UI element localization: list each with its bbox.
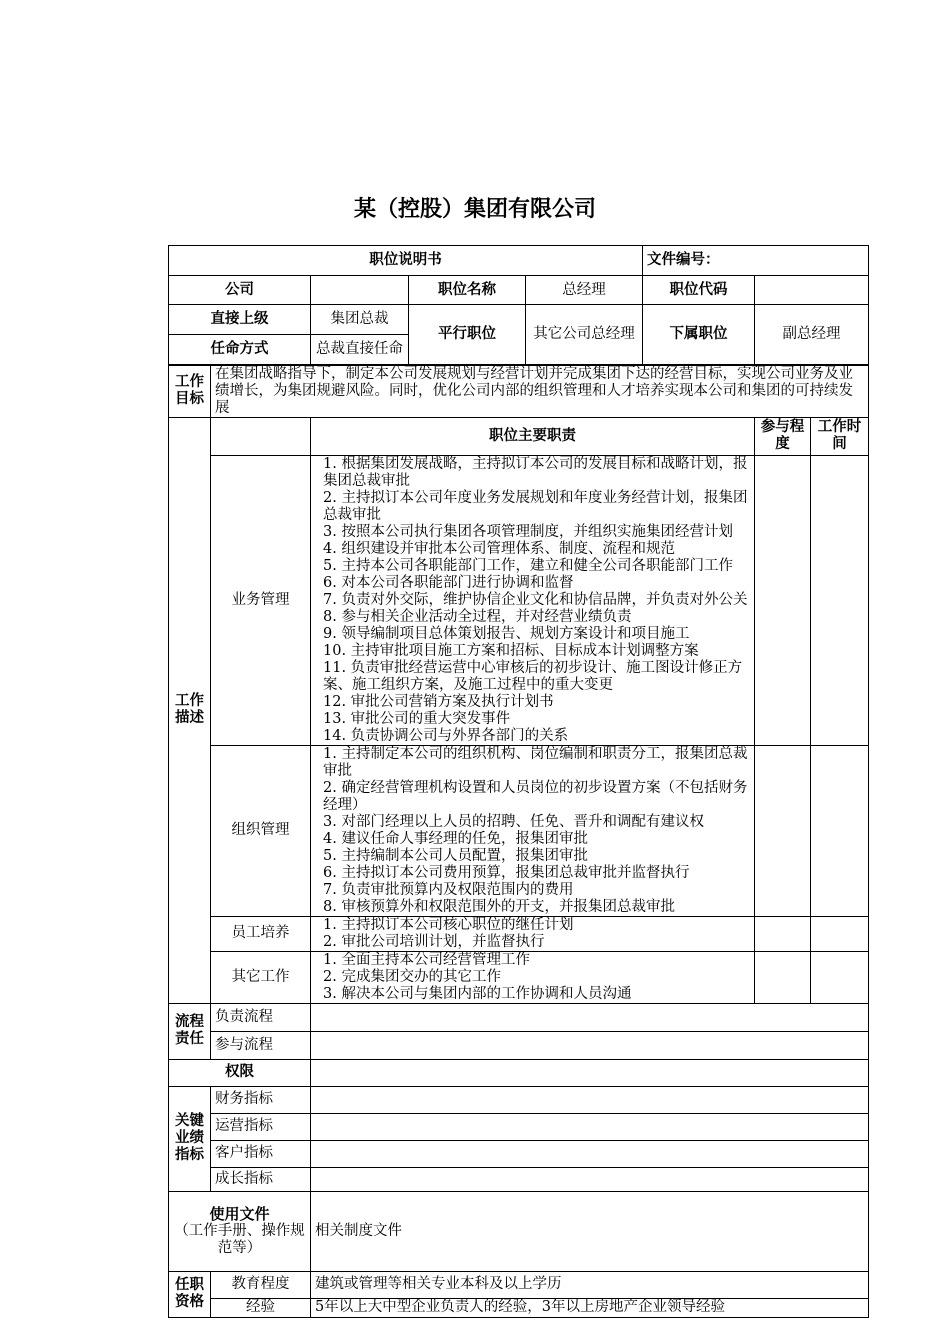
duty-item: 8. 审核预算外和权限范围外的开支，并报集团总裁审批: [323, 898, 675, 915]
duty-item: 3. 解决本公司与集团内部的工作协调和人员沟通: [323, 985, 632, 1002]
position-code-value: [755, 276, 869, 305]
participation-degree-header: 参与程度: [755, 417, 811, 455]
kpi-row-label: 运营指标: [211, 1113, 311, 1140]
duty-list-business: [311, 455, 755, 745]
duty-item: 1. 主持拟订本公司核心职位的继任计划: [323, 916, 574, 933]
duty-group-name: 组织管理: [211, 745, 311, 916]
appointment-value: 总裁直接任命: [311, 335, 409, 365]
used-documents-title: 使用文件: [209, 1204, 270, 1223]
qualification-row-label: 教育程度: [211, 1271, 311, 1298]
parallel-position-value: 其它公司总经理: [526, 305, 643, 365]
work-goal-text: 在集团战略指导下，制定本公司发展规划与经营计划并完成集团下达的经营目标，实现公司业务及业绩增长，为集团规避风险。同时，优化公司内部的组织管理和人才培养实现本公司和集团的可持续发展: [211, 365, 869, 418]
qualification-row-value: 5年以上大中型企业负责人的经验，3年以上房地产企业领导经验: [311, 1298, 869, 1317]
duty-item: 5. 主持编制本公司人员配置，报集团审批: [323, 847, 588, 864]
duty-item: 4. 组织建设并审批本公司管理体系、制度、流程和规范: [323, 540, 675, 557]
duty-items: [315, 952, 750, 1003]
duty-item: 2. 完成集团交办的其它工作: [323, 968, 501, 985]
duty-item: 10. 主持审批项目施工方案和招标、目标成本计划调整方案: [323, 642, 699, 659]
work-time-header: 工作时间: [811, 417, 869, 455]
duty-item: 3. 按照本公司执行集团各项管理制度，并组织实施集团经营计划: [323, 523, 733, 540]
process-responsibility-label: 流程责任: [169, 1003, 211, 1059]
main-duties-header: 职位主要职责: [311, 417, 755, 455]
duty-items: [315, 746, 750, 916]
duty-group-name: 其它工作: [211, 951, 311, 1003]
process-row-label: 参与流程: [211, 1031, 311, 1059]
job-description-table: [168, 245, 869, 1318]
kpi-row-label: 成长指标: [211, 1167, 311, 1191]
work-description-label: 工作描述: [169, 417, 211, 1003]
duty-item: 12. 审批公司营销方案及执行计划书: [323, 693, 554, 710]
position-name-value: 总经理: [526, 276, 643, 305]
qualification-label: 任职资格: [169, 1271, 211, 1317]
duty-item: 6. 主持拟订本公司费用预算，报集团总裁审批并监督执行: [323, 864, 690, 881]
duty-item: 2. 主持拟订本公司年度业务发展规划和年度业务经营计划，报集团总裁审批: [323, 489, 748, 523]
parallel-position-label: 平行职位: [409, 305, 526, 365]
subordinate-position-label: 下属职位: [643, 305, 755, 365]
duty-item: 4. 建议任命人事经理的任免，报集团审批: [323, 830, 588, 847]
duty-item: 1. 根据集团发展战略，主持拟订本公司的发展目标和战略计划，报集团总裁审批: [323, 455, 748, 489]
process-row-label: 负责流程: [211, 1003, 311, 1031]
duty-item: 9. 领导编制项目总体策划报告、规划方案设计和项目施工: [323, 625, 690, 642]
duty-item: 13. 审批公司的重大突发事件: [323, 710, 511, 727]
doc-name: 职位说明书: [169, 246, 643, 276]
document-title: 某（控股）集团有限公司: [353, 197, 596, 222]
duty-group-name: 员工培养: [211, 916, 311, 951]
duty-item: 5. 主持本公司各职能部门工作，建立和健全公司各职能部门工作: [323, 557, 733, 574]
used-documents-label: [169, 1191, 311, 1271]
position-name-label: 职位名称: [409, 276, 526, 305]
authority-label: 权限: [169, 1059, 311, 1086]
duty-list-organization: [311, 745, 755, 916]
used-documents-subtitle: （工作手册、操作规范等）: [174, 1222, 305, 1256]
appointment-label: 任命方式: [169, 335, 311, 365]
kpi-row-label: 客户指标: [211, 1140, 311, 1167]
duty-list-training: [311, 916, 755, 951]
file-number-label: 文件编号：: [643, 246, 869, 276]
duty-item: 7. 负责对外交际，维护协信企业文化和协信品牌，并负责对外公关: [323, 591, 748, 608]
direct-superior-value: 集团总裁: [311, 305, 409, 335]
duty-item: 1. 主持制定本公司的组织机构、岗位编制和职责分工，报集团总裁审批: [323, 745, 748, 779]
duty-item: 3. 对部门经理以上人员的招聘、任免、晋升和调配有建议权: [323, 813, 704, 830]
duty-item: 2. 确定经营管理机构设置和人员岗位的初步设置方案（不包括财务经理）: [323, 779, 748, 813]
company-label: 公司: [169, 276, 311, 305]
kpi-label: 关键业绩指标: [169, 1086, 211, 1191]
company-value: [311, 276, 409, 305]
duty-item: 2. 审批公司培训计划，并监督执行: [323, 933, 545, 950]
duty-item: 14. 负责协调公司与外界各部门的关系: [323, 727, 569, 744]
qualification-row-label: 经验: [211, 1298, 311, 1317]
duty-items: [315, 456, 750, 745]
duty-item: 11. 负责审批经营运营中心审核后的初步设计、施工图设计修正方案、施工组织方案，及施工过程中的重大变更: [323, 659, 743, 693]
work-goal-label: 工作目标: [169, 365, 211, 418]
duty-item: 7. 负责审批预算内及权限范围内的费用: [323, 881, 574, 898]
subordinate-position-value: 副总经理: [755, 305, 869, 365]
qualification-row-value: 建筑或管理等相关专业本科及以上学历: [311, 1271, 869, 1298]
duty-item: 6. 对本公司各职能部门进行协调和监督: [323, 574, 574, 591]
duty-group-name: 业务管理: [211, 455, 311, 745]
direct-superior-label: 直接上级: [169, 305, 311, 335]
position-code-label: 职位代码: [643, 276, 755, 305]
duty-items: [315, 917, 750, 951]
used-documents-value: 相关制度文件: [311, 1191, 869, 1271]
duty-list-other: [311, 951, 755, 1003]
kpi-row-label: 财务指标: [211, 1086, 311, 1113]
duty-item: 1. 全面主持本公司经营管理工作: [323, 951, 530, 968]
duty-item: 8. 参与相关企业活动全过程，并对经营业绩负责: [323, 608, 632, 625]
